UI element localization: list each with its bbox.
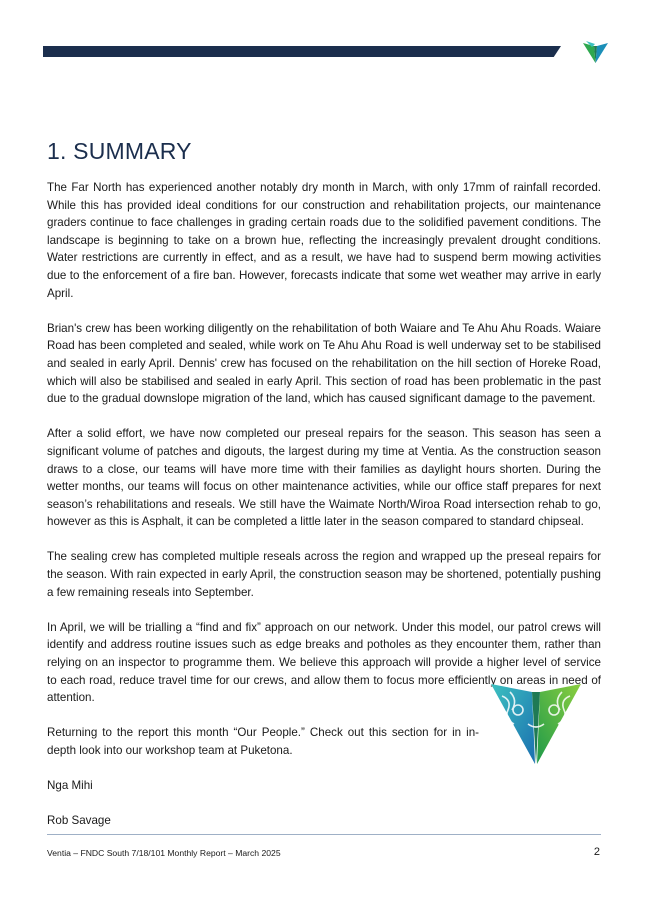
paragraph-sealing: The sealing crew has completed multiple reseals across the region and wrapped up the preseal repairs for the season. With rain expected in early April, the construction season may be shortened, potentially pushing a few remaining reseals into September. [47, 550, 601, 599]
signoff-name: Rob Savage [47, 814, 111, 828]
page-number: 2 [593, 846, 600, 858]
signoff-greeting: Nga Mihi [47, 779, 93, 793]
footer-divider [47, 834, 601, 835]
paragraph-our-people: Returning to the report this month “Our People.” Check out this section for in in-depth look into our workshop team at Puketona. [47, 726, 479, 757]
footer-text: Ventia – FNDC South 7/18/101 Monthly Report – March 2025 [47, 848, 281, 858]
paragraph-preseal: After a solid effort, we have now completed our preseal repairs for the season. This season has seen a significant volume of patches and digouts, the largest during my time at Ventia. As the construction season draws to a close, our teams will have more time with their families as daylight hours shorten. During the wetter months, our teams will focus on other maintenance activities, while our office staff prepares for next season’s rehabilitations and reseals. We still have the Waimate North/Wiroa Road intersection rehab to go, however as this is Asphalt, it can be completed a little later in the season compared to standard chipseal. [47, 427, 601, 529]
paragraph-rehabilitation: Brian's crew has been working diligently on the rehabilitation of both Waiare and Te Ahu Ahu Roads. Waiare Road has been completed and sealed, while work on Te Ahu Ahu Road is well underway set to be stabilised and sealed in early April. Dennis' crew has focused on the rehabilitation on the hill section of Horeke Road, which will also be stabilised and sealed in early April. This section of road has been problematic in the past due to the gradual downslope migration of the land, which has caused significant damage to the pavement. [47, 321, 601, 406]
paragraph-find-and-fix: In April, we will be trialling a “find and fix” approach on our network. Under this model, our patrol crews will identify and address routine issues such as edge breaks and potholes as they encounter them, rather than relying on an inspector to programme them. We believe this approach will provide a higher level of service to each road, reduce travel time for our crews, and allow them to focus more efficiently on areas in need of attention. [47, 620, 601, 705]
paragraph-weather: The Far North has experienced another notably dry month in March, with only 17mm of rainfall recorded. While this has provided ideal conditions for our construction and rehabilitation projects, our maintenance graders continue to face challenges in grading certain roads due to the solidified pavement conditions. The landscape is beginning to take on a brown hue, reflecting the increasingly prevalent drought conditions. Water restrictions are currently in effect, and as a result, we have had to suspend berm mowing activities due to the enforcement of a fire ban. However, forecasts indicate that some wet weather may arrive in early April. [47, 181, 601, 300]
header-bar [43, 46, 561, 57]
maori-pattern-logo-icon [488, 680, 584, 764]
ventia-logo-icon [583, 41, 608, 63]
section-title: 1. SUMMARY [47, 138, 192, 164]
